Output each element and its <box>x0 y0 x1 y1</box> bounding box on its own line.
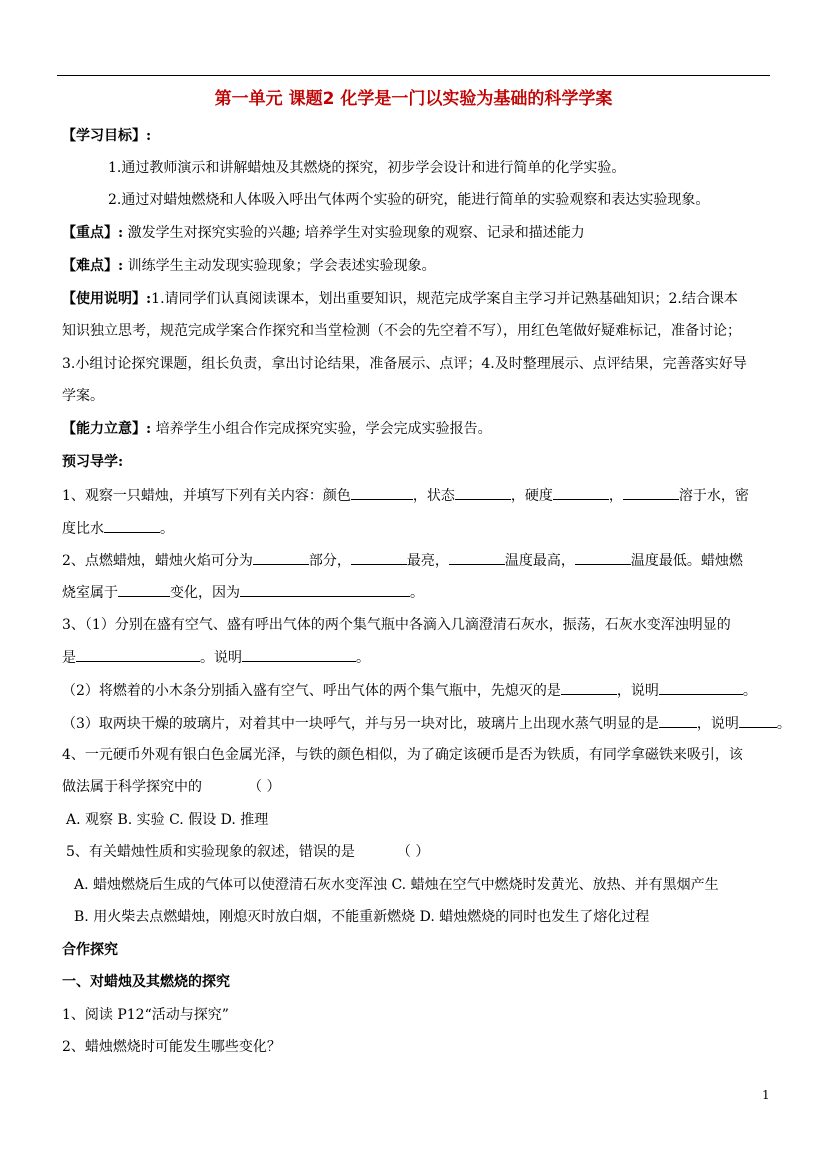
question-5-stem: 5、有关蜡烛性质和实验现象的叙述，错误的是 （ ） <box>66 844 430 860</box>
answer-paren[interactable]: （ ） <box>396 844 430 860</box>
question-2-line-2: 烧室属于 变化，因为 。 <box>62 582 424 603</box>
answer-blank[interactable] <box>553 485 609 500</box>
coop-item-2: 2、蜡烛燃烧时可能发生哪些变化？ <box>62 1039 281 1055</box>
answer-blank[interactable] <box>449 550 505 565</box>
question-2-line-1: 2、点燃蜡烛，蜡烛火焰可分为 部分， 最亮， 温度最高， 温度最低。蜡烛燃 <box>62 550 743 571</box>
usage-line-2: 知识独立思考，规范完成学案合作探究和当堂检测（不会的先空着不写），用红色笔做好疑难标记，准备讨论； <box>62 323 741 339</box>
header-rule <box>57 75 770 76</box>
ability-heading: 【能力立意】: <box>62 421 152 437</box>
usage-line-1 <box>62 289 738 309</box>
difficulty-heading: 【难点】: <box>62 258 124 274</box>
question-4-line-2: 做法属于科学探究中的 （ ） <box>62 779 281 795</box>
answer-blank[interactable] <box>240 582 410 597</box>
usage-text-1: 1.请同学们认真阅读课本，划出重要知识，规范完成学案自主学习并记熟基础知识；2.结合课本 <box>151 291 738 307</box>
answer-blank[interactable] <box>659 680 743 695</box>
preview-heading: 预习导学: <box>62 454 124 470</box>
goal-1: 1.通过教师演示和讲解蜡烛及其燃烧的探究，初步学会设计和进行简单的化学实验。 <box>108 160 626 176</box>
answer-blank[interactable] <box>455 485 511 500</box>
question-1-line-1: 1、观察一只蜡烛，并填写下列有关内容：颜色 ，状态 ，硬度 ， 溶于水，密 <box>62 485 749 506</box>
goal-2: 2.通过对蜡烛燃烧和人体吸入呼出气体两个实验的研究，能进行简单的实验观察和表达实验现象。 <box>108 192 710 208</box>
ability-point <box>62 419 492 439</box>
answer-blank[interactable] <box>76 647 200 662</box>
question-5-options-2: B. 用火柴去点燃蜡烛，刚熄灭时放白烟，不能重新燃烧 D. 蜡烛燃烧的同时也发生了熔化过程 <box>74 909 650 925</box>
ability-text: 培养学生小组合作完成探究实验，学会完成实验报告。 <box>155 421 492 437</box>
usage-line-3: 3.小组讨论探究课题，组长负责，拿出讨论结果，准备展示、点评；4.及时整理展示、点评结果，完善落实好导 <box>62 356 747 372</box>
difficulty-point <box>62 256 436 276</box>
key-text: 激发学生对探究实验的兴趣; 培养学生对实验现象的观察、记录和描述能力 <box>127 225 585 241</box>
question-3-part-3: （3）取两块干燥的玻璃片，对着其中一块呼气，并与另一块对比，玻璃片上出现水蒸气明显的是 ，说明 。 <box>62 713 791 734</box>
goals-heading: 【学习目标】: <box>62 128 152 144</box>
answer-paren[interactable]: （ ） <box>248 779 281 795</box>
question-3-line-2: 是 。说明 。 <box>62 647 370 668</box>
answer-blank[interactable] <box>351 550 407 565</box>
coop-heading: 合作探究 <box>62 942 118 958</box>
coop-subheading: 一、对蜡烛及其燃烧的探究 <box>62 974 230 990</box>
question-1-line-2: 度比水 。 <box>62 518 174 539</box>
answer-blank[interactable] <box>575 550 631 565</box>
coop-item-1: 1、阅读 P12“活动与探究” <box>62 1007 229 1023</box>
answer-blank[interactable] <box>623 485 679 500</box>
usage-line-4: 学案。 <box>62 388 104 404</box>
answer-blank[interactable] <box>118 582 170 597</box>
answer-blank[interactable] <box>104 518 160 533</box>
page-number: 1 <box>762 1088 770 1102</box>
question-3-line-1: 3、（1）分别在盛有空气、盛有呼出气体的两个集气瓶中各滴入几滴澄清石灰水，振荡，石灰水变浑浊明显的 <box>62 617 731 633</box>
key-point <box>62 223 585 243</box>
answer-blank[interactable] <box>242 647 356 662</box>
question-4-line-1: 4、一元硬币外观有银白色金属光泽，与铁的颜色相似，为了确定该硬币是否为铁质，有同学拿磁铁来吸引，该 <box>62 747 743 763</box>
page-title: 第一单元 课题2 化学是一门以实验为基础的科学学案 <box>214 89 613 109</box>
answer-blank[interactable] <box>659 713 697 728</box>
question-5-options-1: A. 蜡烛燃烧后生成的气体可以使澄清石灰水变浑浊 C. 蜡烛在空气中燃烧时发黄光、放热、并有黑烟产生 <box>74 877 719 893</box>
question-4-options: A. 观察 B. 实验 C. 假设 D. 推理 <box>66 812 269 828</box>
answer-blank[interactable] <box>253 550 309 565</box>
answer-blank[interactable] <box>739 713 777 728</box>
key-heading: 【重点】: <box>62 225 124 241</box>
question-3-part-2: （2）将燃着的小木条分别插入盛有空气、呼出气体的两个集气瓶中，先熄灭的是 ，说明 。 <box>62 680 757 701</box>
usage-heading: 【使用说明】: <box>62 291 152 307</box>
answer-blank[interactable] <box>561 680 617 695</box>
difficulty-text: 训练学生主动发现实验现象；学会表述实验现象。 <box>127 258 436 274</box>
answer-blank[interactable] <box>351 485 413 500</box>
